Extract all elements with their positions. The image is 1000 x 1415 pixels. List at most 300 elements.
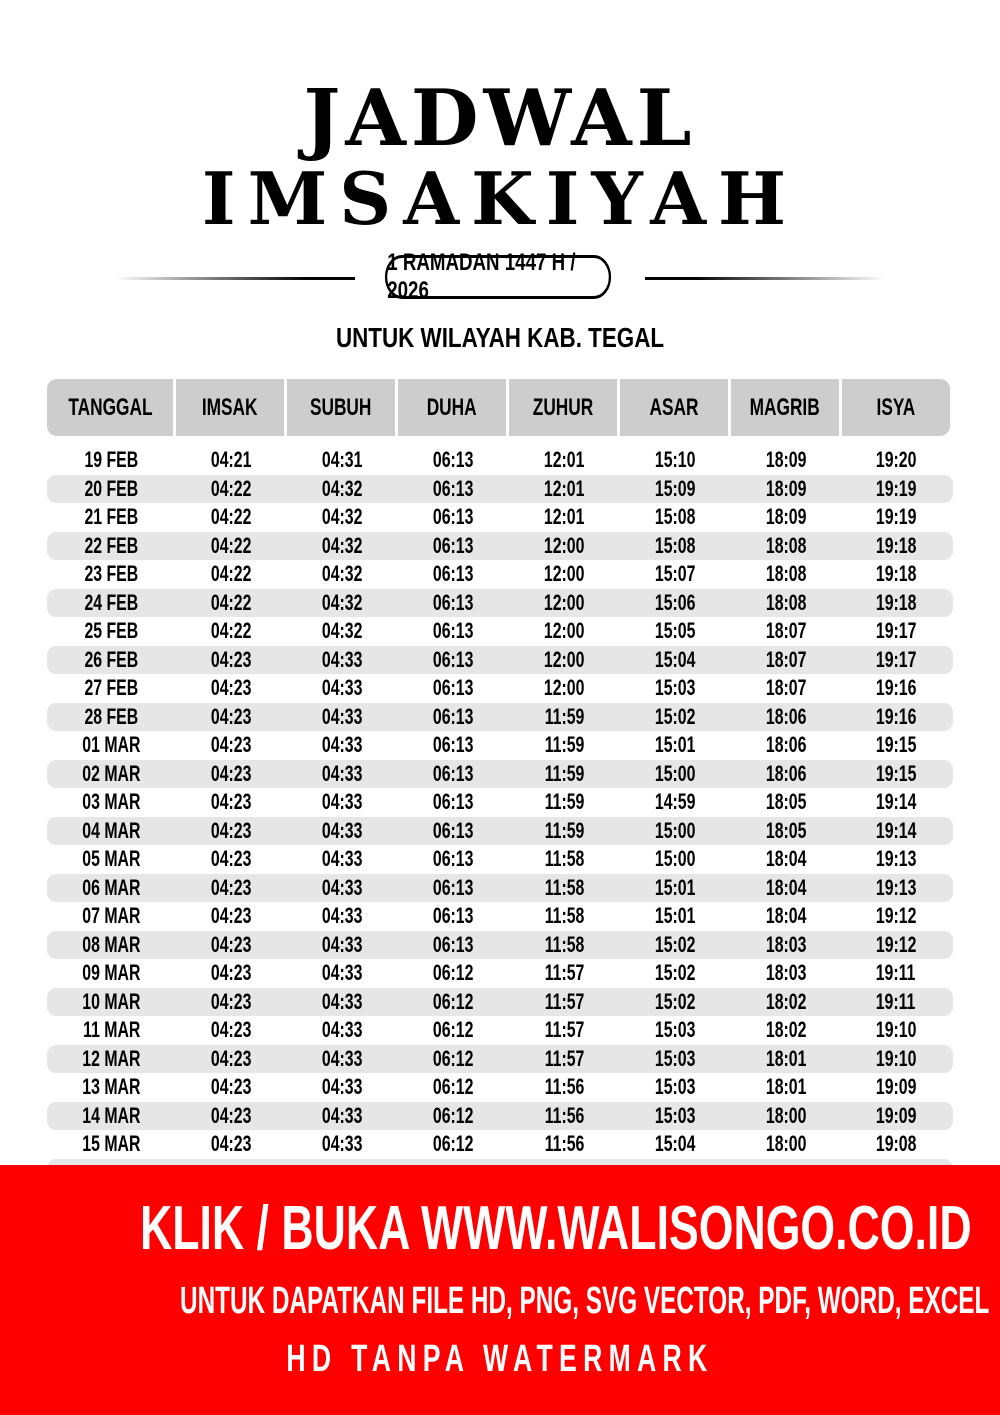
cell-asar [620, 1131, 731, 1157]
cell-zuhur [509, 903, 620, 929]
table-header [47, 379, 953, 436]
cell-tanggal [47, 561, 176, 587]
cell-value: 12:00 [544, 675, 585, 701]
cell-value: 18:07 [766, 646, 807, 672]
cell-value: 04:23 [211, 1074, 252, 1100]
cell-value: 18:06 [766, 703, 807, 729]
column-header-zuhur [509, 379, 617, 436]
cell-value: 11:56 [544, 1102, 585, 1128]
cell-zuhur [509, 932, 620, 958]
cell-subuh [287, 447, 398, 473]
cell-subuh [287, 618, 398, 644]
cell-value: 04:33 [322, 789, 363, 815]
cell-value: 12:00 [544, 646, 585, 672]
cell-value: 13 MAR [82, 1074, 141, 1100]
cell-zuhur [509, 504, 620, 530]
table-row [47, 931, 953, 960]
cell-value: 04:23 [211, 646, 252, 672]
cell-value: 19:17 [875, 646, 917, 672]
cell-tanggal [47, 1103, 176, 1129]
cell-value: 04:23 [211, 817, 252, 843]
cell-isya [842, 561, 950, 587]
cell-value: 04:22 [211, 618, 252, 644]
cell-value: 03 MAR [82, 789, 141, 815]
cell-value: 04:22 [211, 475, 252, 501]
column-header-duha [398, 379, 506, 436]
cell-value: 04:33 [322, 1074, 363, 1100]
cell-zuhur [509, 675, 620, 701]
table-row [47, 874, 953, 903]
cell-value: 04:33 [322, 960, 363, 986]
cell-imsak [176, 647, 287, 673]
cell-value: 04:23 [211, 1017, 252, 1043]
cell-value: 18:08 [766, 589, 807, 615]
cell-value: 15:08 [655, 504, 696, 530]
cell-value: 04:33 [322, 732, 363, 758]
cell-subuh [287, 789, 398, 815]
cell-value: 04:23 [211, 675, 252, 701]
cell-zuhur [509, 875, 620, 901]
cell-duha [398, 561, 509, 587]
subtitle-text: 1 RAMADAN 1447 H / 2026 [387, 249, 576, 304]
cell-value: 04:32 [322, 561, 363, 587]
cell-isya [842, 447, 950, 473]
cell-magrib [731, 960, 842, 986]
cell-tanggal [47, 789, 176, 815]
cell-value: 18:04 [766, 874, 807, 900]
cell-value: 05 MAR [82, 846, 141, 872]
table-row [47, 646, 953, 675]
cell-isya [842, 618, 950, 644]
cell-value: 10 MAR [82, 988, 141, 1014]
cell-value: 04:33 [322, 1045, 363, 1071]
cell-magrib [731, 675, 842, 701]
cell-subuh [287, 732, 398, 758]
cell-zuhur [509, 1017, 620, 1043]
cell-duha [398, 704, 509, 730]
table-row [47, 1073, 953, 1102]
cell-zuhur [509, 960, 620, 986]
cell-value: 06:12 [433, 1074, 474, 1100]
cell-magrib [731, 818, 842, 844]
cell-zuhur [509, 590, 620, 616]
cell-duha [398, 476, 509, 502]
cell-tanggal [47, 1046, 176, 1072]
cell-tanggal [47, 875, 176, 901]
cell-tanggal [47, 476, 176, 502]
cell-value: 04:23 [211, 1045, 252, 1071]
cell-zuhur [509, 989, 620, 1015]
cell-subuh [287, 647, 398, 673]
cell-value: 04:23 [211, 760, 252, 786]
cell-subuh [287, 989, 398, 1015]
cell-magrib [731, 533, 842, 559]
cell-imsak [176, 932, 287, 958]
cell-asar [620, 447, 731, 473]
page-title-line1: JADWAL [303, 73, 697, 164]
cell-zuhur [509, 1074, 620, 1100]
cell-magrib [731, 732, 842, 758]
cell-value: 11:57 [544, 960, 585, 986]
cell-value: 06:13 [433, 703, 474, 729]
cell-magrib [731, 1074, 842, 1100]
cell-asar [620, 989, 731, 1015]
cell-value: 15:02 [655, 988, 696, 1014]
cell-imsak [176, 960, 287, 986]
table-row [47, 532, 953, 561]
cell-value: 21 FEB [84, 504, 139, 530]
cell-tanggal [47, 989, 176, 1015]
table-row [47, 1130, 953, 1159]
cell-imsak [176, 1103, 287, 1129]
cell-value: 11:58 [544, 903, 585, 929]
cell-value: 25 FEB [84, 618, 139, 644]
cell-duha [398, 846, 509, 872]
cell-magrib [731, 476, 842, 502]
page-title-line2: IMSAKIYAH [201, 156, 799, 241]
table-row [47, 1045, 953, 1074]
cell-isya [842, 932, 950, 958]
cell-value: 04:22 [211, 561, 252, 587]
cell-tanggal [47, 504, 176, 530]
cell-value: 01 MAR [82, 732, 141, 758]
cell-value: 04:33 [322, 931, 363, 957]
cell-value: 18:08 [766, 561, 807, 587]
cell-imsak [176, 1017, 287, 1043]
cell-value: 11:56 [544, 1131, 585, 1157]
cell-asar [620, 618, 731, 644]
cell-value: 18:09 [766, 447, 807, 473]
divider-left [115, 277, 355, 280]
cell-value: 19:14 [875, 817, 917, 843]
cell-value: 18:01 [766, 1045, 807, 1071]
cell-tanggal [47, 447, 176, 473]
cell-value: 15:01 [655, 903, 696, 929]
cell-duha [398, 675, 509, 701]
column-header-label: MAGRIB [749, 393, 821, 421]
table-row [47, 817, 953, 846]
cell-value: 06:12 [433, 1102, 474, 1128]
cell-imsak [176, 818, 287, 844]
cell-value: 23 FEB [84, 561, 139, 587]
cell-zuhur [509, 732, 620, 758]
cell-value: 11:58 [544, 846, 585, 872]
cell-magrib [731, 875, 842, 901]
cell-value: 04:33 [322, 846, 363, 872]
cell-value: 19:16 [875, 703, 917, 729]
cell-value: 06:13 [433, 561, 474, 587]
cell-isya [842, 761, 950, 787]
cell-asar [620, 846, 731, 872]
cell-subuh [287, 476, 398, 502]
cell-imsak [176, 732, 287, 758]
cell-value: 15:01 [655, 732, 696, 758]
cell-value: 06:12 [433, 1017, 474, 1043]
cell-value: 15:03 [655, 675, 696, 701]
cell-value: 04:23 [211, 1102, 252, 1128]
cell-asar [620, 561, 731, 587]
cell-subuh [287, 903, 398, 929]
cell-asar [620, 504, 731, 530]
cell-value: 06:13 [433, 874, 474, 900]
cell-duha [398, 647, 509, 673]
table-row [47, 988, 953, 1017]
cell-value: 06:13 [433, 589, 474, 615]
cell-value: 19:14 [875, 789, 917, 815]
cell-value: 04:23 [211, 846, 252, 872]
cell-value: 04:32 [322, 589, 363, 615]
cell-value: 04:33 [322, 817, 363, 843]
cell-imsak [176, 561, 287, 587]
cell-tanggal [47, 704, 176, 730]
cell-asar [620, 1017, 731, 1043]
cell-zuhur [509, 1046, 620, 1072]
cell-zuhur [509, 447, 620, 473]
cell-asar [620, 875, 731, 901]
cell-value: 02 MAR [82, 760, 141, 786]
cell-value: 15:09 [655, 475, 696, 501]
cell-value: 18:04 [766, 903, 807, 929]
cell-value: 06:13 [433, 504, 474, 530]
cell-value: 14:59 [655, 789, 696, 815]
cell-isya [842, 590, 950, 616]
cell-value: 14 MAR [82, 1102, 141, 1128]
cell-value: 04:23 [211, 903, 252, 929]
cell-value: 18:07 [766, 618, 807, 644]
cell-tanggal [47, 761, 176, 787]
column-header-label: TANGGAL [67, 393, 153, 421]
cell-zuhur [509, 704, 620, 730]
cell-value: 06:12 [433, 960, 474, 986]
cell-value: 11 MAR [82, 1017, 141, 1043]
cell-asar [620, 960, 731, 986]
promo-banner[interactable] [0, 1165, 1000, 1415]
cell-value: 04:33 [322, 675, 363, 701]
cell-imsak [176, 989, 287, 1015]
cell-value: 18:09 [766, 504, 807, 530]
column-header-asar [620, 379, 728, 436]
table-row [47, 760, 953, 789]
cell-value: 04 MAR [82, 817, 141, 843]
table-row [47, 503, 953, 532]
cell-zuhur [509, 789, 620, 815]
cell-value: 19:12 [875, 931, 917, 957]
cell-zuhur [509, 818, 620, 844]
cell-isya [842, 960, 950, 986]
table-row [47, 560, 953, 589]
table-row [47, 845, 953, 874]
cell-subuh [287, 675, 398, 701]
cell-value: 06:13 [433, 846, 474, 872]
cell-value: 18:00 [766, 1131, 807, 1157]
cell-tanggal [47, 903, 176, 929]
cell-duha [398, 533, 509, 559]
cell-isya [842, 504, 950, 530]
cell-value: 06:13 [433, 532, 474, 558]
cell-value: 11:59 [544, 760, 585, 786]
cell-value: 04:33 [322, 1102, 363, 1128]
cell-value: 11:59 [544, 703, 585, 729]
cell-value: 04:31 [322, 447, 363, 473]
cell-value: 12:01 [544, 447, 585, 473]
cell-zuhur [509, 1131, 620, 1157]
cell-value: 18:07 [766, 675, 807, 701]
cell-value: 04:33 [322, 1131, 363, 1157]
cell-value: 04:23 [211, 789, 252, 815]
cell-magrib [731, 447, 842, 473]
cell-value: 15:00 [655, 760, 696, 786]
cell-value: 15:03 [655, 1102, 696, 1128]
cell-value: 15:02 [655, 703, 696, 729]
table-row [47, 788, 953, 817]
cell-subuh [287, 761, 398, 787]
cell-value: 15:02 [655, 931, 696, 957]
divider-right [645, 277, 885, 280]
cell-value: 04:23 [211, 1131, 252, 1157]
cell-asar [620, 818, 731, 844]
cell-value: 04:23 [211, 732, 252, 758]
cell-tanggal [47, 590, 176, 616]
cell-imsak [176, 875, 287, 901]
cell-value: 18:03 [766, 960, 807, 986]
cell-value: 04:21 [211, 447, 252, 473]
cell-value: 19:13 [875, 846, 917, 872]
cell-value: 04:33 [322, 646, 363, 672]
table-row [47, 703, 953, 732]
cell-value: 11:59 [544, 789, 585, 815]
cell-magrib [731, 647, 842, 673]
cell-value: 04:22 [211, 589, 252, 615]
table-row [47, 617, 953, 646]
cell-value: 12:00 [544, 532, 585, 558]
cell-value: 04:23 [211, 874, 252, 900]
cell-value: 19:18 [875, 532, 917, 558]
cell-imsak [176, 533, 287, 559]
cell-value: 27 FEB [84, 675, 139, 701]
column-header-tanggal [47, 379, 173, 436]
column-header-magrib [731, 379, 839, 436]
cell-asar [620, 761, 731, 787]
cell-value: 15:02 [655, 960, 696, 986]
cell-value: 19:19 [875, 504, 917, 530]
cell-magrib [731, 590, 842, 616]
cell-magrib [731, 989, 842, 1015]
cell-isya [842, 789, 950, 815]
cell-duha [398, 590, 509, 616]
cell-value: 15:01 [655, 874, 696, 900]
cell-imsak [176, 789, 287, 815]
cell-value: 18:08 [766, 532, 807, 558]
cell-isya [842, 818, 950, 844]
cell-value: 19:08 [875, 1131, 917, 1157]
cell-imsak [176, 704, 287, 730]
table-row [47, 674, 953, 703]
cell-isya [842, 1046, 950, 1072]
cell-asar [620, 1074, 731, 1100]
cell-duha [398, 1131, 509, 1157]
cell-value: 12:01 [544, 475, 585, 501]
cell-value: 04:33 [322, 988, 363, 1014]
cell-isya [842, 846, 950, 872]
cell-tanggal [47, 818, 176, 844]
cell-value: 19:10 [875, 1045, 917, 1071]
cell-value: 19:09 [875, 1074, 917, 1100]
cell-value: 15:03 [655, 1045, 696, 1071]
table-row [47, 959, 953, 988]
cell-value: 04:33 [322, 1017, 363, 1043]
banner-headline[interactable]: KLIK / BUKA WWW.WALISONGO.CO.ID [140, 1194, 972, 1263]
cell-zuhur [509, 618, 620, 644]
cell-value: 19:12 [875, 903, 917, 929]
cell-asar [620, 476, 731, 502]
cell-value: 18:00 [766, 1102, 807, 1128]
cell-value: 06:13 [433, 646, 474, 672]
cell-magrib [731, 846, 842, 872]
cell-imsak [176, 903, 287, 929]
cell-isya [842, 732, 950, 758]
cell-subuh [287, 1131, 398, 1157]
cell-tanggal [47, 675, 176, 701]
cell-isya [842, 704, 950, 730]
cell-isya [842, 533, 950, 559]
cell-tanggal [47, 932, 176, 958]
column-header-label: ZUHUR [532, 393, 594, 421]
cell-zuhur [509, 1103, 620, 1129]
cell-imsak [176, 1074, 287, 1100]
cell-imsak [176, 1131, 287, 1157]
cell-zuhur [509, 476, 620, 502]
cell-subuh [287, 533, 398, 559]
cell-value: 18:02 [766, 1017, 807, 1043]
cell-value: 19:18 [875, 561, 917, 587]
cell-value: 26 FEB [84, 646, 139, 672]
cell-value: 06:12 [433, 1131, 474, 1157]
cell-imsak [176, 1046, 287, 1072]
cell-value: 04:32 [322, 618, 363, 644]
cell-value: 18:06 [766, 760, 807, 786]
cell-tanggal [47, 960, 176, 986]
column-header-isya [842, 379, 950, 436]
cell-asar [620, 932, 731, 958]
cell-asar [620, 1103, 731, 1129]
cell-value: 06:13 [433, 675, 474, 701]
cell-imsak [176, 504, 287, 530]
banner-tagline: HD TANPA WATERMARK [286, 1338, 714, 1380]
cell-zuhur [509, 647, 620, 673]
cell-magrib [731, 761, 842, 787]
cell-isya [842, 476, 950, 502]
cell-value: 19:16 [875, 675, 917, 701]
cell-value: 19:11 [876, 960, 916, 986]
cell-value: 15:04 [655, 646, 696, 672]
cell-subuh [287, 504, 398, 530]
cell-value: 18:06 [766, 732, 807, 758]
cell-duha [398, 818, 509, 844]
region-label: UNTUK WILAYAH KAB. TEGAL [335, 322, 665, 353]
cell-value: 06:13 [433, 789, 474, 815]
cell-imsak [176, 590, 287, 616]
cell-value: 11:58 [544, 931, 585, 957]
cell-value: 19:10 [875, 1017, 917, 1043]
cell-value: 28 FEB [84, 703, 139, 729]
cell-subuh [287, 846, 398, 872]
cell-subuh [287, 590, 398, 616]
cell-duha [398, 989, 509, 1015]
cell-value: 15:00 [655, 817, 696, 843]
cell-value: 15:03 [655, 1017, 696, 1043]
cell-asar [620, 789, 731, 815]
cell-magrib [731, 903, 842, 929]
